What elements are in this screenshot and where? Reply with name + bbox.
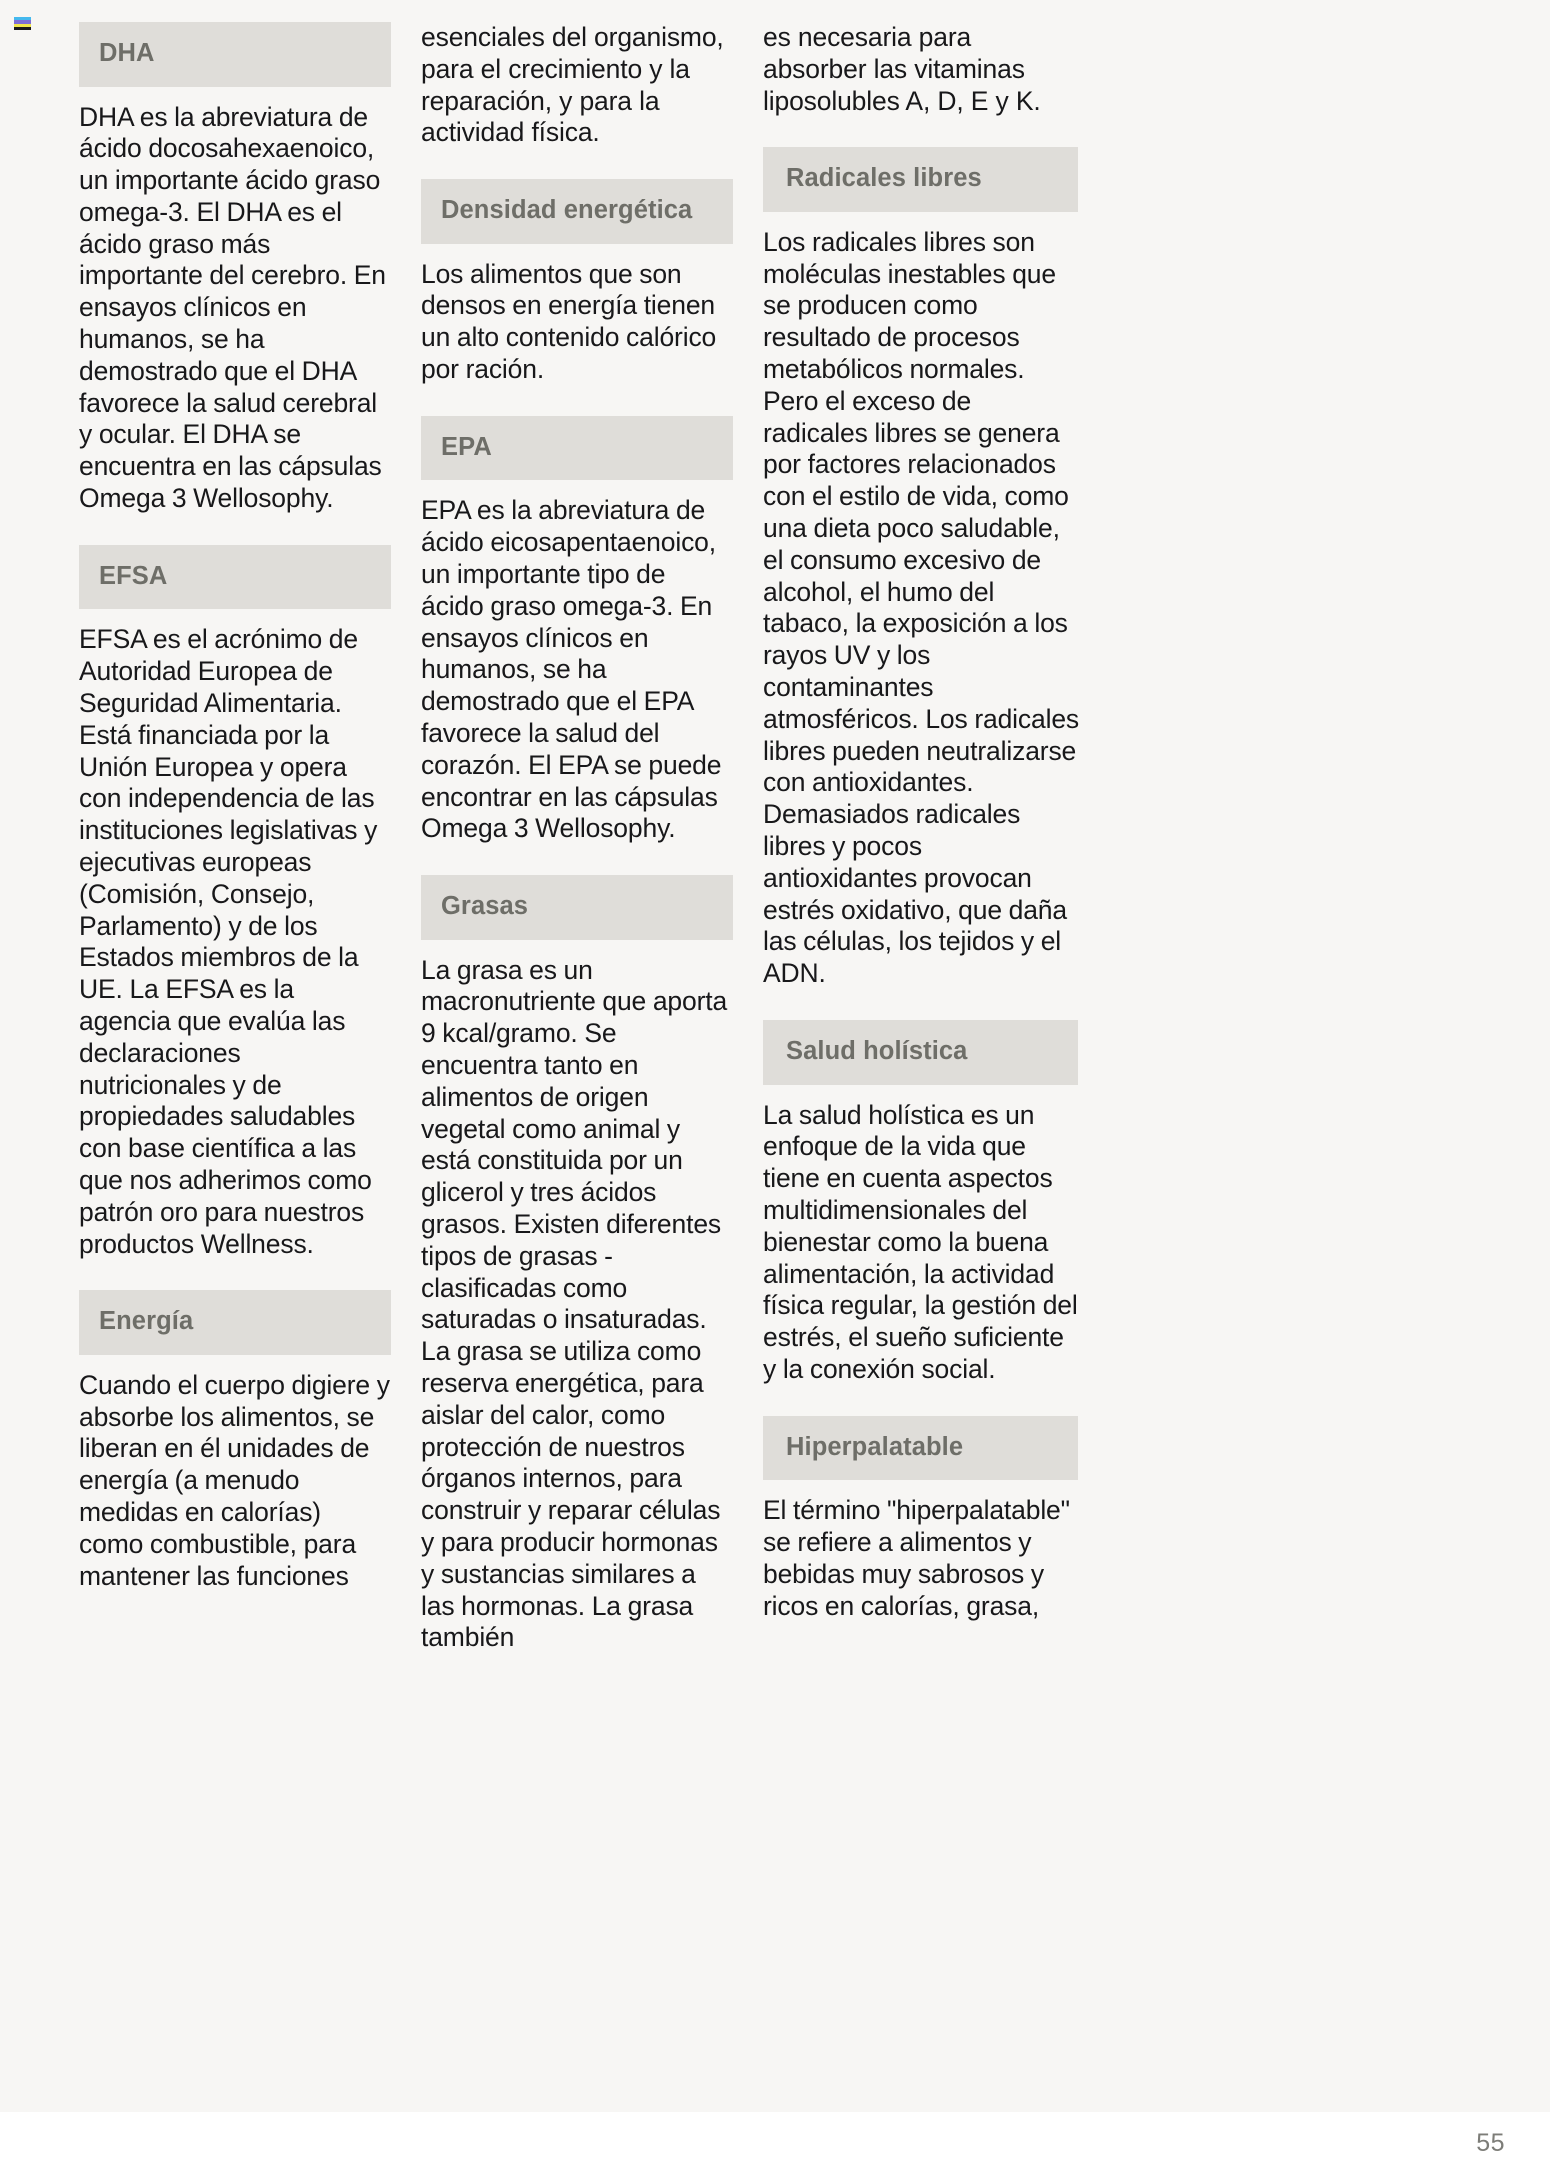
section-body-salud-holistica: La salud holística es un enfoque de la vida que tiene en cuenta aspectos multidimensionales del bienestar como la buena alimentación, la actividad física regular, la gestión del estrés, el sueño suficiente y la conexión social.	[763, 1099, 1078, 1384]
section-body-dha: DHA es la abreviatura de ácido docosahexaenoico, un importante ácido graso omega-3. El DHA es el ácido graso más importante del cerebro. En ensayos clínicos en humanos, se ha demostrado que el DHA favorece la salud cerebral y ocular. El DHA se encuentra en las cápsulas Omega 3 Wellosophy.	[79, 101, 386, 514]
section-body-hiperpalatable: El término "hiperpalatable" se refiere a alimentos y bebidas muy sabrosos y ricos en calorías, grasa,	[763, 1495, 1070, 1621]
section-heading-hiperpalatable: Hiperpalatable	[763, 1416, 1078, 1481]
section-body-radicales-libres: Los radicales libres son moléculas inestables que se producen como resultado de procesos metabólicos normales. Pero el exceso de radicales libres se genera por factores relacionados con el estilo de vida, como una dieta poco saludable, el consumo excesivo de alcohol, el humo del tabaco, la exposición a los rayos UV y los contaminantes atmosféricos. Los radicales libres pueden neutralizarse con antioxidantes. Demasiados radicales libres y pocos antioxidantes provocan estrés oxidativo, que daña las células, los tejidos y el ADN.	[763, 226, 1080, 989]
section-body-epa: EPA es la abreviatura de ácido eicosapentaenoico, un importante tipo de ácido graso omega-3. En ensayos clínicos en humanos, se ha demostrado que el EPA favorece la salud del corazón. El EPA se puede encontrar en las cápsulas Omega 3 Wellosophy.	[421, 495, 722, 844]
section-heading-radicales-libres: Radicales libres	[763, 147, 1078, 212]
section-heading-grasas: Grasas	[421, 875, 733, 940]
continuation-energia: esenciales del organismo, para el crecimiento y la reparación, y para la actividad física.	[421, 22, 724, 148]
section-radicales-libres	[763, 147, 1078, 990]
section-body-efsa: EFSA es el acrónimo de Autoridad Europea de Seguridad Alimentaria. Está financiada por la Unión Europea y opera con independencia de las instituciones legislativas y ejecutivas europeas (Comisión, Consejo, Parlamento) y de los Estados miembros de la UE. La EFSA es la agencia que evalúa las declaraciones nutricionales y de propiedades saludables con base científica a las que nos adherimos como patrón oro para nuestros productos Wellness.	[79, 624, 378, 1259]
section-heading-densidad-energetica: Densidad energética	[421, 179, 733, 244]
section-heading-epa: EPA	[421, 416, 733, 481]
section-densidad-energetica	[421, 179, 733, 386]
section-grasas	[421, 875, 733, 1654]
section-efsa	[79, 545, 391, 1260]
section-heading-energia: Energía	[79, 1290, 391, 1355]
section-salud-holistica	[763, 1020, 1078, 1386]
text-column-2	[421, 22, 733, 1684]
page-number: 55	[1476, 2129, 1505, 2157]
section-dha	[79, 22, 391, 515]
cmyk-color-bar-icon	[14, 17, 31, 30]
section-energia	[79, 1290, 391, 1592]
section-body-densidad-energetica: Los alimentos que son densos en energía tienen un alto contenido calórico por ración.	[421, 258, 717, 385]
section-hiperpalatable	[763, 1416, 1078, 1623]
section-epa	[421, 416, 733, 845]
text-column-1	[79, 22, 391, 1622]
section-heading-salud-holistica: Salud holística	[763, 1020, 1078, 1085]
section-body-energia: Cuando el cuerpo digiere y absorbe los alimentos, se liberan en él unidades de energía (a menudo medidas en calorías) como combustible, para mantener las funciones	[79, 1369, 390, 1591]
section-heading-dha: DHA	[79, 22, 391, 87]
section-heading-efsa: EFSA	[79, 545, 391, 610]
text-column-3	[763, 22, 1078, 1652]
continuation-grasas: es necesaria para absorber las vitaminas liposolubles A, D, E y K.	[763, 22, 1041, 116]
section-body-grasas: La grasa es un macronutriente que aporta 9 kcal/gramo. Se encuentra tanto en alimentos de origen vegetal como animal y está constituida por un glicerol y tres ácidos grasos. Existen diferentes tipos de grasas - clasificadas como saturadas o insaturadas. La grasa se utiliza como reserva energética, para aislar del calor, como protección de nuestros órganos internos, para construir y reparar células y para producir hormonas y sustancias similares a las hormonas. La grasa también	[421, 954, 728, 1653]
